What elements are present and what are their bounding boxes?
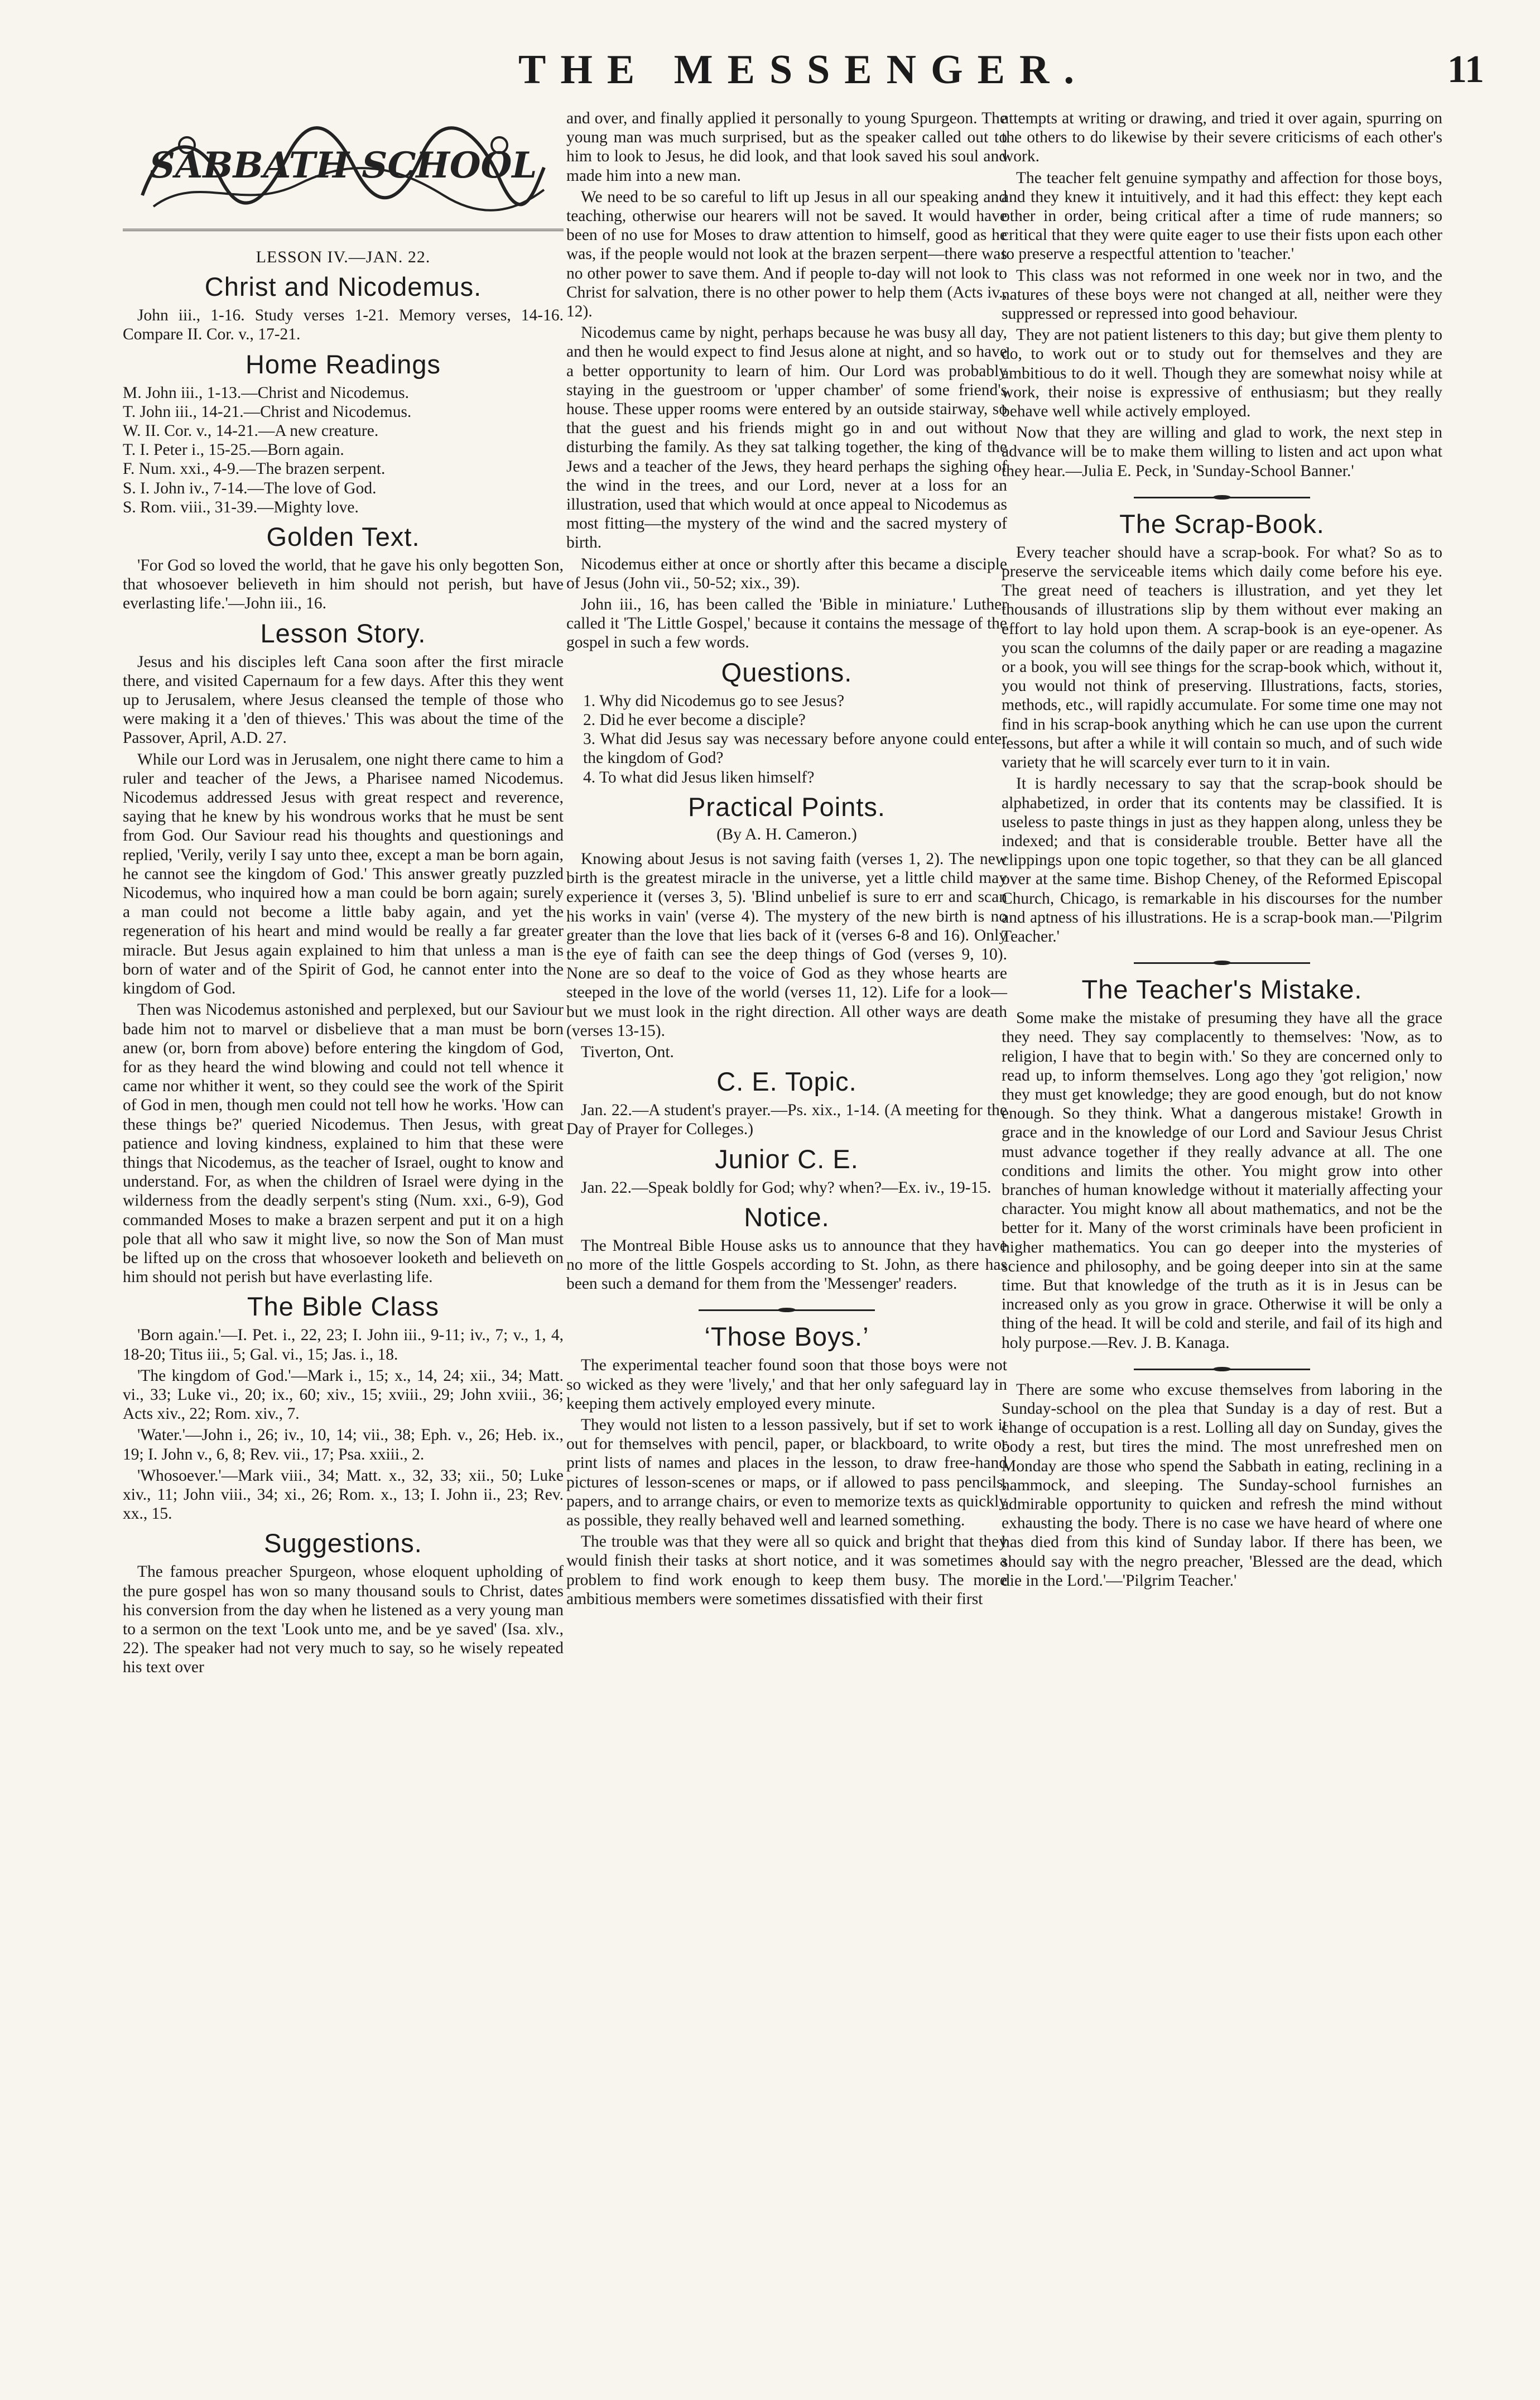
bible-class-item: 'Water.'—John i., 26; iv., 10, 14; vii., 38; Eph. v., 26; Heb. ix., 19; I. John v., 6, 8; Rev. vii., 17; Psa. xxiii., 2. (123, 1426, 564, 1463)
suggestions-paragraph: Nicodemus came by night, perhaps because he was busy all day, and then he would expect to find Jesus alone at night, and so have a better opportunity to learn of him. Our Lord was probably staying in the guestroom or 'upper chamber' of some friend's house. These upper rooms were entered by an outside stairway, so that the guest and his friends might go in and out without disturbing the family. As they sat talking together, the king of the Jews and a teacher of the Jews, they heard perhaps the sighing of the wind in the trees, and our Lord, never at a loss for an illustration, used that which would at once appeal to Nicodemus as most fitting—the mystery of the wind and the sacred mystery of birth. (566, 324, 1007, 552)
scrap-book-heading: The Scrap-Book. (1119, 508, 1325, 539)
reading-item: T. John iii., 14-21.—Christ and Nicodemus. (123, 402, 412, 421)
newspaper-title: THE MESSENGER. (518, 47, 1089, 93)
suggestions-paragraph: The famous preacher Spurgeon, whose eloquent upholding of the pure gospel has won so many thousand souls to Christ, dates his conversion from the day when he listened as a very young man to a sermon on the text 'Look unto me, and be ye saved' (Isa. xlv., 22). The speaker had not very much to say, so he wisely repeated his text over (123, 1563, 564, 1677)
bible-class-item: 'Born again.'—I. Pet. i., 22, 23; I. John iii., 9-11; iv., 7; v., 1, 4, 18-20; Titus iii., 5; Gal. vi., 15; Jas. i., 18. (123, 1326, 564, 1364)
divider (566, 1308, 1007, 1312)
question-item: 3. What did Jesus say was necessary before anyone could enter the kingdom of God? (583, 730, 1007, 767)
sunday-rest-text: There are some who excuse themselves from laboring in the Sunday-school on the plea that Sunday is a day of rest. But a change of occupation is a rest. Lolling all day on Sunday, gives the body a rest, but tires the mind. The most unrefreshed men on Monday are those who spend the Sabbath in eating, reclining in a hammock, and sleeping. The Sunday-school furnishes an admirable opportunity to quicken and refresh the mind without exhausting the body. There is no case we have heard of where one has died from this kind of Sunday labor. If there has been, we should say with the negro preacher, 'Blessed are the dead, which die in the Lord.'—'Pilgrim Teacher.' (1002, 1380, 1442, 1590)
suggestions-paragraph: and over, and finally applied it personally to young Spurgeon. The young man was much surprised, but as the speaker called out to him to look to Jesus, he did look, and that look saved his soul and made him into a new man. (566, 109, 1007, 185)
bible-class-item: 'The kingdom of God.'—Mark i., 15; x., 14, 24; xii., 34; Matt. vi., 33; Luke vi., 20; ix., 60; xiv., 15; xviii., 29; John xviii., 36; Acts xiv., 22; Rom. xiv., 7. (123, 1366, 564, 1423)
practical-byline: (By A. H. Cameron.) (716, 824, 857, 843)
home-readings-list (123, 383, 564, 517)
column-3 (1002, 109, 1442, 1592)
teachers-mistake-text: Some make the mistake of presuming they have all the grace they need. They say complacently to themselves: 'Now, as to religion, I have that to begin with.' So they are concerned only to read up, to inform themselves. Long ago they 'got religion,' now they must get knowledge; they are good enough, but do not know enough. So they think. What a dangerous mistake! Growth in grace and in the knowledge of our Lord and Saviour Jesus Christ must advance together if they really advance at all. The one conditions and limits the other. You might grow into other branches of human knowledge without it materially affecting your character. You might know all about mathematics, and not be the better for it. Many of the worst criminals have been proficient in higher mathematics. You can go deeper into the mysteries of science and philosophy, and be going deeper into sin at the same time. But that knowledge of the truth as it is in Jesus can be increased only as you grow in grace. Otherwise it will be only a thing of the head. It will be cold and sterile, and fail of its high and holy purpose.—Rev. J. B. Kanaga. (1002, 1009, 1442, 1352)
lesson-label: LESSON IV.—JAN. 22. (256, 248, 431, 266)
sabbath-school-banner (128, 112, 558, 218)
notice-heading: Notice. (744, 1202, 830, 1232)
question-item: 4. To what did Jesus liken himself? (583, 768, 815, 786)
suggestions-paragraph: John iii., 16, has been called the 'Bible in miniature.' Luther called it 'The Little Gospel,' because it contains the message of the gospel in such a few words. (566, 596, 1007, 652)
ornament-banner-icon (128, 112, 558, 218)
teachers-mistake-heading: The Teacher's Mistake. (1081, 975, 1363, 1005)
reading-item: T. I. Peter i., 15-25.—Born again. (123, 441, 344, 459)
golden-text: 'For God so loved the world, that he gave his only begotten Son, that whosoever believeth in him should not perish, but have everlasting life.'—John iii., 16. (123, 556, 564, 613)
those-boys-heading: ‘Those Boys.’ (704, 1322, 869, 1352)
those-boys-paragraph: They are not patient listeners to this day; but give them plenty to do, to work out or to study out for themselves and they are ambitious to do it well. Though they are somewhat noisy while at work, their noise is expressive of enthusiasm; but they really behave well while actively employed. (1002, 326, 1442, 421)
reading-item: S. Rom. viii., 31-39.—Mighty love. (123, 498, 359, 516)
reading-item: F. Num. xxi., 4-9.—The brazen serpent. (123, 460, 386, 478)
suggestions-heading: Suggestions. (264, 1528, 422, 1558)
suggestions-paragraph: Nicodemus either at once or shortly after this became a disciple of Jesus (John vii., 50-52; xix., 39). (566, 555, 1007, 592)
reading-item: S. I. John iv., 7-14.—The love of God. (123, 479, 377, 497)
those-boys-paragraph: The trouble was that they were all so quick and bright that they would finish their tasks at short notice, and it was sometimes a problem to find work enough to keep them busy. The more ambitious members were sometimes dissatisfied with their first (566, 1533, 1007, 1608)
lesson-story-paragraph: Jesus and his disciples left Cana soon after the first miracle there, and visited Capernaum for a few days. After this they went up to Jerusalem, where Jesus cleansed the temple of those who were making it a 'den of thieves.' This was about the time of the Passover, April, A.D. 27. (123, 652, 564, 747)
lesson-story-paragraph: While our Lord was in Jerusalem, one night there came to him a ruler and teacher of the Jews, a Pharisee named Nicodemus. Nicodemus addressed Jesus with great respect and reverence, saying that he knew by his wondrous works that he must be sent from God. Our Saviour read his thoughts and questionings and replied, 'Verily, verily I say unto thee, except a man be born again, he cannot see the kingdom of God.' This answer greatly puzzled Nicodemus, who inquired how a man could be born again; surely a man could not become a little baby again, and yet the regeneration of his heart and mind would be really a far greater miracle. But Jesus again explained to him that unless a man is born of water and of the Spirit of God, he cannot enter into the kingdom of God. (123, 750, 564, 998)
ce-topic-text: Jan. 22.—A student's prayer.—Ps. xix., 1-14. (A meeting for the Day of Prayer for Colleges.) (566, 1101, 1007, 1139)
lesson-story-paragraph: Then was Nicodemus astonished and perplexed, but our Saviour bade him not to marvel or disbelieve that a man must be born anew (or, born from above) before entering the kingdom of God, for as they heard the wind blowing and could not tell whence it came nor whither it went, so they could see the work of the Spirit of God in men, though men could not tell how he works. 'How can these things be?' queried Nicodemus. Then Jesus, with great patience and loving kindness, explained to him that these were things that Nicodemus, as the teacher of Israel, ought to know and understand. For, as when the children of Israel were dying in the wilderness from the deadly serpent's sting (Num. xxi., 6-9), God commanded Moses to make a brazen serpent and put it on a high pole that all who saw it might live, so now the Son of Man must be lifted up on the cross that whosoever looketh and believeth on him should not perish but have everlasting life. (123, 1001, 564, 1287)
question-item: 2. Did he ever become a disciple? (583, 711, 806, 729)
golden-text-heading: Golden Text. (266, 522, 420, 552)
those-boys-paragraph: Now that they are willing and glad to work, the next step in advance will be to make them willing to listen and act upon what they hear.—Julia E. Peck, in 'Sunday-School Banner.' (1002, 424, 1442, 480)
scrap-book-paragraph: Every teacher should have a scrap-book. For what? So as to preserve the serviceable items which daily come before his eye. The great need of teachers is illustration, and yet they let thousands of illustrations slip by them without ever making an effort to lay hold upon them. A scrap-book is an eye-opener. As you scan the columns of the daily paper or are reading a magazine or a book, you will see things for the scrap-book which, without it, you would not think of preserving. Illustrations, facts, stories, methods, etc., will rapidly accumulate. For some time one may not find in his scrap-book anything which he can use upon the current lessons, but after a while it will contain so much, and of such wide variety that he will scarcely ever turn to it in vain. (1002, 543, 1442, 772)
divider (1002, 1367, 1442, 1371)
practical-place: Tiverton, Ont. (581, 1043, 674, 1061)
lesson-title: Christ and Nicodemus. (204, 272, 482, 302)
home-readings-heading: Home Readings (245, 349, 441, 379)
questions-list (566, 692, 1007, 787)
junior-ce-heading: Junior C. E. (715, 1144, 859, 1174)
divider (1002, 495, 1442, 500)
those-boys-paragraph: This class was not reformed in one week nor in two, and the natures of these boys were not changed at all, neither were they suppressed or repressed into good behaviour. (1002, 266, 1442, 323)
reading-item: W. II. Cor. v., 14-21.—A new creature. (123, 422, 379, 440)
notice-text: The Montreal Bible House asks us to announce that they have no more of the little Gospels according to St. John, as there has been such a demand for them from the 'Messenger' readers. (566, 1236, 1007, 1293)
banner-text: SABBATH SCHOOL (149, 145, 537, 186)
junior-ce-text: Jan. 22.—Speak boldly for God; why? when?—Ex. iv., 19-15. (581, 1178, 992, 1197)
question-item: 1. Why did Nicodemus go to see Jesus? (583, 692, 845, 710)
masthead (123, 39, 1484, 100)
column-2 (566, 109, 1007, 1611)
practical-points-heading: Practical Points. (688, 791, 886, 822)
those-boys-paragraph: They would not listen to a lesson passively, but if set to work it out for themselves with pencil, paper, or blackboard, to write or print lists of names and places in the lesson, to draw free-hand pictures of lesson-scenes or maps, or if allowed to pass pencils, papers, and to arrange chairs, or even to memorize texts as quickly as possible, they really behaved well and learned something. (566, 1415, 1007, 1529)
suggestions-paragraph: We need to be so careful to lift up Jesus in all our speaking and teaching, otherwise our hearers will not be saved. It would have been of no use for Moses to draw attention to himself, good as he was, if the people would not look at the brazen serpent—there was no other power to save them. And if people to-day will not look to Christ for salvation, there is no other power to help them (Acts iv., 12). (566, 188, 1007, 321)
practical-points-text: Knowing about Jesus is not saving faith (verses 1, 2). The new birth is the greatest miracle in the universe, yet a little child may experience it (verses 3, 5). 'Blind unbelief is sure to err and scan his works in vain' (verse 4). The mystery of the new birth is no greater than the love that lies back of it (verses 6-8 and 16). Only the eye of faith can see the deep things of God (verses 9, 10). None are so deaf to the voice of God as they whose hearts are steeped in the love of the world (verses 11, 12). Life for a look—but we must look in the right direction. All other ways are death (verses 13-15). (566, 849, 1007, 1040)
questions-heading: Questions. (721, 657, 853, 687)
those-boys-paragraph: attempts at writing or drawing, and tried it over again, spurring on the others to do likewise by their severe criticisms of each other's work. (1002, 109, 1442, 166)
ce-topic-heading: C. E. Topic. (716, 1067, 857, 1097)
those-boys-paragraph: The teacher felt genuine sympathy and affection for those boys, and they knew it intuitively, and it had this effect: they kept each other in order, being critical after a time of rude manners; so critical that they were quite eager to use their fists upon each other to preserve a respectful attention to 'teacher.' (1002, 169, 1442, 263)
column-1 (123, 112, 564, 1679)
bible-class-heading: The Bible Class (247, 1292, 440, 1322)
lesson-reference: John iii., 1-16. Study verses 1-21. Memory verses, 14-16. Compare II. Cor. v., 17-21. (123, 306, 564, 344)
scrap-book-paragraph: It is hardly necessary to say that the scrap-book should be alphabetized, in order that its contents may be classified. It is useless to paste things in just as they happen along, unless they be indexed; and that is considerable trouble. Better have all the clippings upon one topic together, so that they can be all glanced over at the same time. Bishop Cheney, of the Reformed Episcopal Church, Chicago, is remarkable in his discourses for the number and aptness of his illustrations. He is a scrap-book man.—'Pilgrim Teacher.' (1002, 775, 1442, 945)
bible-class-item: 'Whosoever.'—Mark viii., 34; Matt. x., 32, 33; xii., 50; Luke xiv., 11; John viii., 34; xi., 26; Rom. x., 13; I. John ii., 23; Rev. xx., 15. (123, 1466, 564, 1523)
divider (1002, 961, 1442, 965)
lesson-story-heading: Lesson Story. (260, 618, 426, 648)
reading-item: M. John iii., 1-13.—Christ and Nicodemus. (123, 383, 409, 402)
page-number: 11 (1447, 48, 1484, 91)
rule (123, 229, 564, 231)
those-boys-paragraph: The experimental teacher found soon that those boys were not so wicked as they were 'lively,' and that her only safeguard lay in keeping them actively employed every minute. (566, 1356, 1007, 1413)
